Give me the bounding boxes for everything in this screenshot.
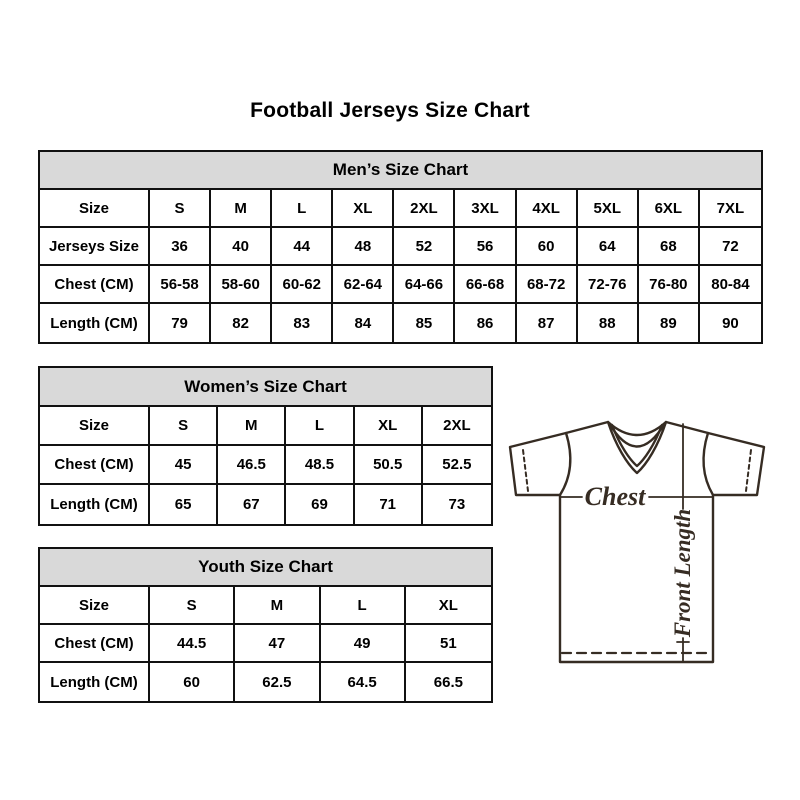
womens-table-grid [40, 407, 491, 524]
value-cell: 66-68 [455, 266, 516, 304]
value-cell: 73 [423, 485, 491, 524]
row-label-cell: Length (CM) [40, 663, 150, 701]
value-cell: M [211, 190, 272, 228]
value-cell: 71 [355, 485, 423, 524]
value-cell: 85 [394, 304, 455, 342]
value-cell: 2XL [394, 190, 455, 228]
value-cell: 86 [455, 304, 516, 342]
value-cell: 48.5 [286, 446, 354, 485]
value-cell: L [272, 190, 333, 228]
value-cell: 51 [406, 625, 491, 663]
page-title: Football Jerseys Size Chart [250, 99, 530, 122]
value-cell: 7XL [700, 190, 761, 228]
youth-table-title: Youth Size Chart [40, 549, 491, 587]
value-cell: 50.5 [355, 446, 423, 485]
value-cell: 64.5 [321, 663, 406, 701]
value-cell: 76-80 [639, 266, 700, 304]
value-cell: 56 [455, 228, 516, 266]
womens-size-table [38, 366, 493, 526]
value-cell: 52.5 [423, 446, 491, 485]
chest-label: Chest [584, 482, 646, 511]
row-label-cell: Length (CM) [40, 485, 150, 524]
value-cell: 87 [517, 304, 578, 342]
value-cell: 89 [639, 304, 700, 342]
value-cell: XL [406, 587, 491, 625]
mens-size-table [38, 150, 763, 344]
value-cell: 49 [321, 625, 406, 663]
value-cell: XL [333, 190, 394, 228]
value-cell: 64-66 [394, 266, 455, 304]
value-cell: 44 [272, 228, 333, 266]
mens-table-grid [40, 190, 761, 342]
value-cell: M [235, 587, 320, 625]
front-length-label: Front Length [670, 508, 695, 638]
value-cell: S [150, 190, 211, 228]
value-cell: 3XL [455, 190, 516, 228]
row-label-cell: Length (CM) [40, 304, 150, 342]
value-cell: 79 [150, 304, 211, 342]
value-cell: M [218, 407, 286, 446]
value-cell: 62-64 [333, 266, 394, 304]
row-label-cell: Chest (CM) [40, 446, 150, 485]
value-cell: 88 [578, 304, 639, 342]
jersey-outline-icon [510, 422, 764, 662]
value-cell: 68 [639, 228, 700, 266]
row-label-cell: Jerseys Size [40, 228, 150, 266]
value-cell: 48 [333, 228, 394, 266]
value-cell: S [150, 407, 218, 446]
value-cell: 67 [218, 485, 286, 524]
row-label-cell: Size [40, 587, 150, 625]
row-label-cell: Size [40, 190, 150, 228]
value-cell: 64 [578, 228, 639, 266]
row-label-cell: Chest (CM) [40, 266, 150, 304]
value-cell: 66.5 [406, 663, 491, 701]
row-label-cell: Size [40, 407, 150, 446]
value-cell: 68-72 [517, 266, 578, 304]
value-cell: L [286, 407, 354, 446]
value-cell: 72 [700, 228, 761, 266]
value-cell: 72-76 [578, 266, 639, 304]
youth-size-table [38, 547, 493, 703]
value-cell: 2XL [423, 407, 491, 446]
value-cell: 36 [150, 228, 211, 266]
value-cell: 80-84 [700, 266, 761, 304]
value-cell: 83 [272, 304, 333, 342]
value-cell: 40 [211, 228, 272, 266]
value-cell: 69 [286, 485, 354, 524]
row-label-cell: Chest (CM) [40, 625, 150, 663]
value-cell: 65 [150, 485, 218, 524]
mens-table-title: Men’s Size Chart [40, 152, 761, 190]
value-cell: XL [355, 407, 423, 446]
value-cell: 52 [394, 228, 455, 266]
value-cell: 60 [517, 228, 578, 266]
value-cell: 84 [333, 304, 394, 342]
value-cell: 60-62 [272, 266, 333, 304]
value-cell: 45 [150, 446, 218, 485]
jersey-measurement-diagram [503, 412, 773, 672]
womens-table-title: Women’s Size Chart [40, 368, 491, 407]
value-cell: 6XL [639, 190, 700, 228]
value-cell: 90 [700, 304, 761, 342]
youth-table-grid [40, 587, 491, 701]
value-cell: 5XL [578, 190, 639, 228]
value-cell: 4XL [517, 190, 578, 228]
value-cell: 82 [211, 304, 272, 342]
value-cell: 62.5 [235, 663, 320, 701]
value-cell: 46.5 [218, 446, 286, 485]
value-cell: L [321, 587, 406, 625]
value-cell: 47 [235, 625, 320, 663]
value-cell: 58-60 [211, 266, 272, 304]
value-cell: 56-58 [150, 266, 211, 304]
value-cell: 44.5 [150, 625, 235, 663]
value-cell: S [150, 587, 235, 625]
value-cell: 60 [150, 663, 235, 701]
